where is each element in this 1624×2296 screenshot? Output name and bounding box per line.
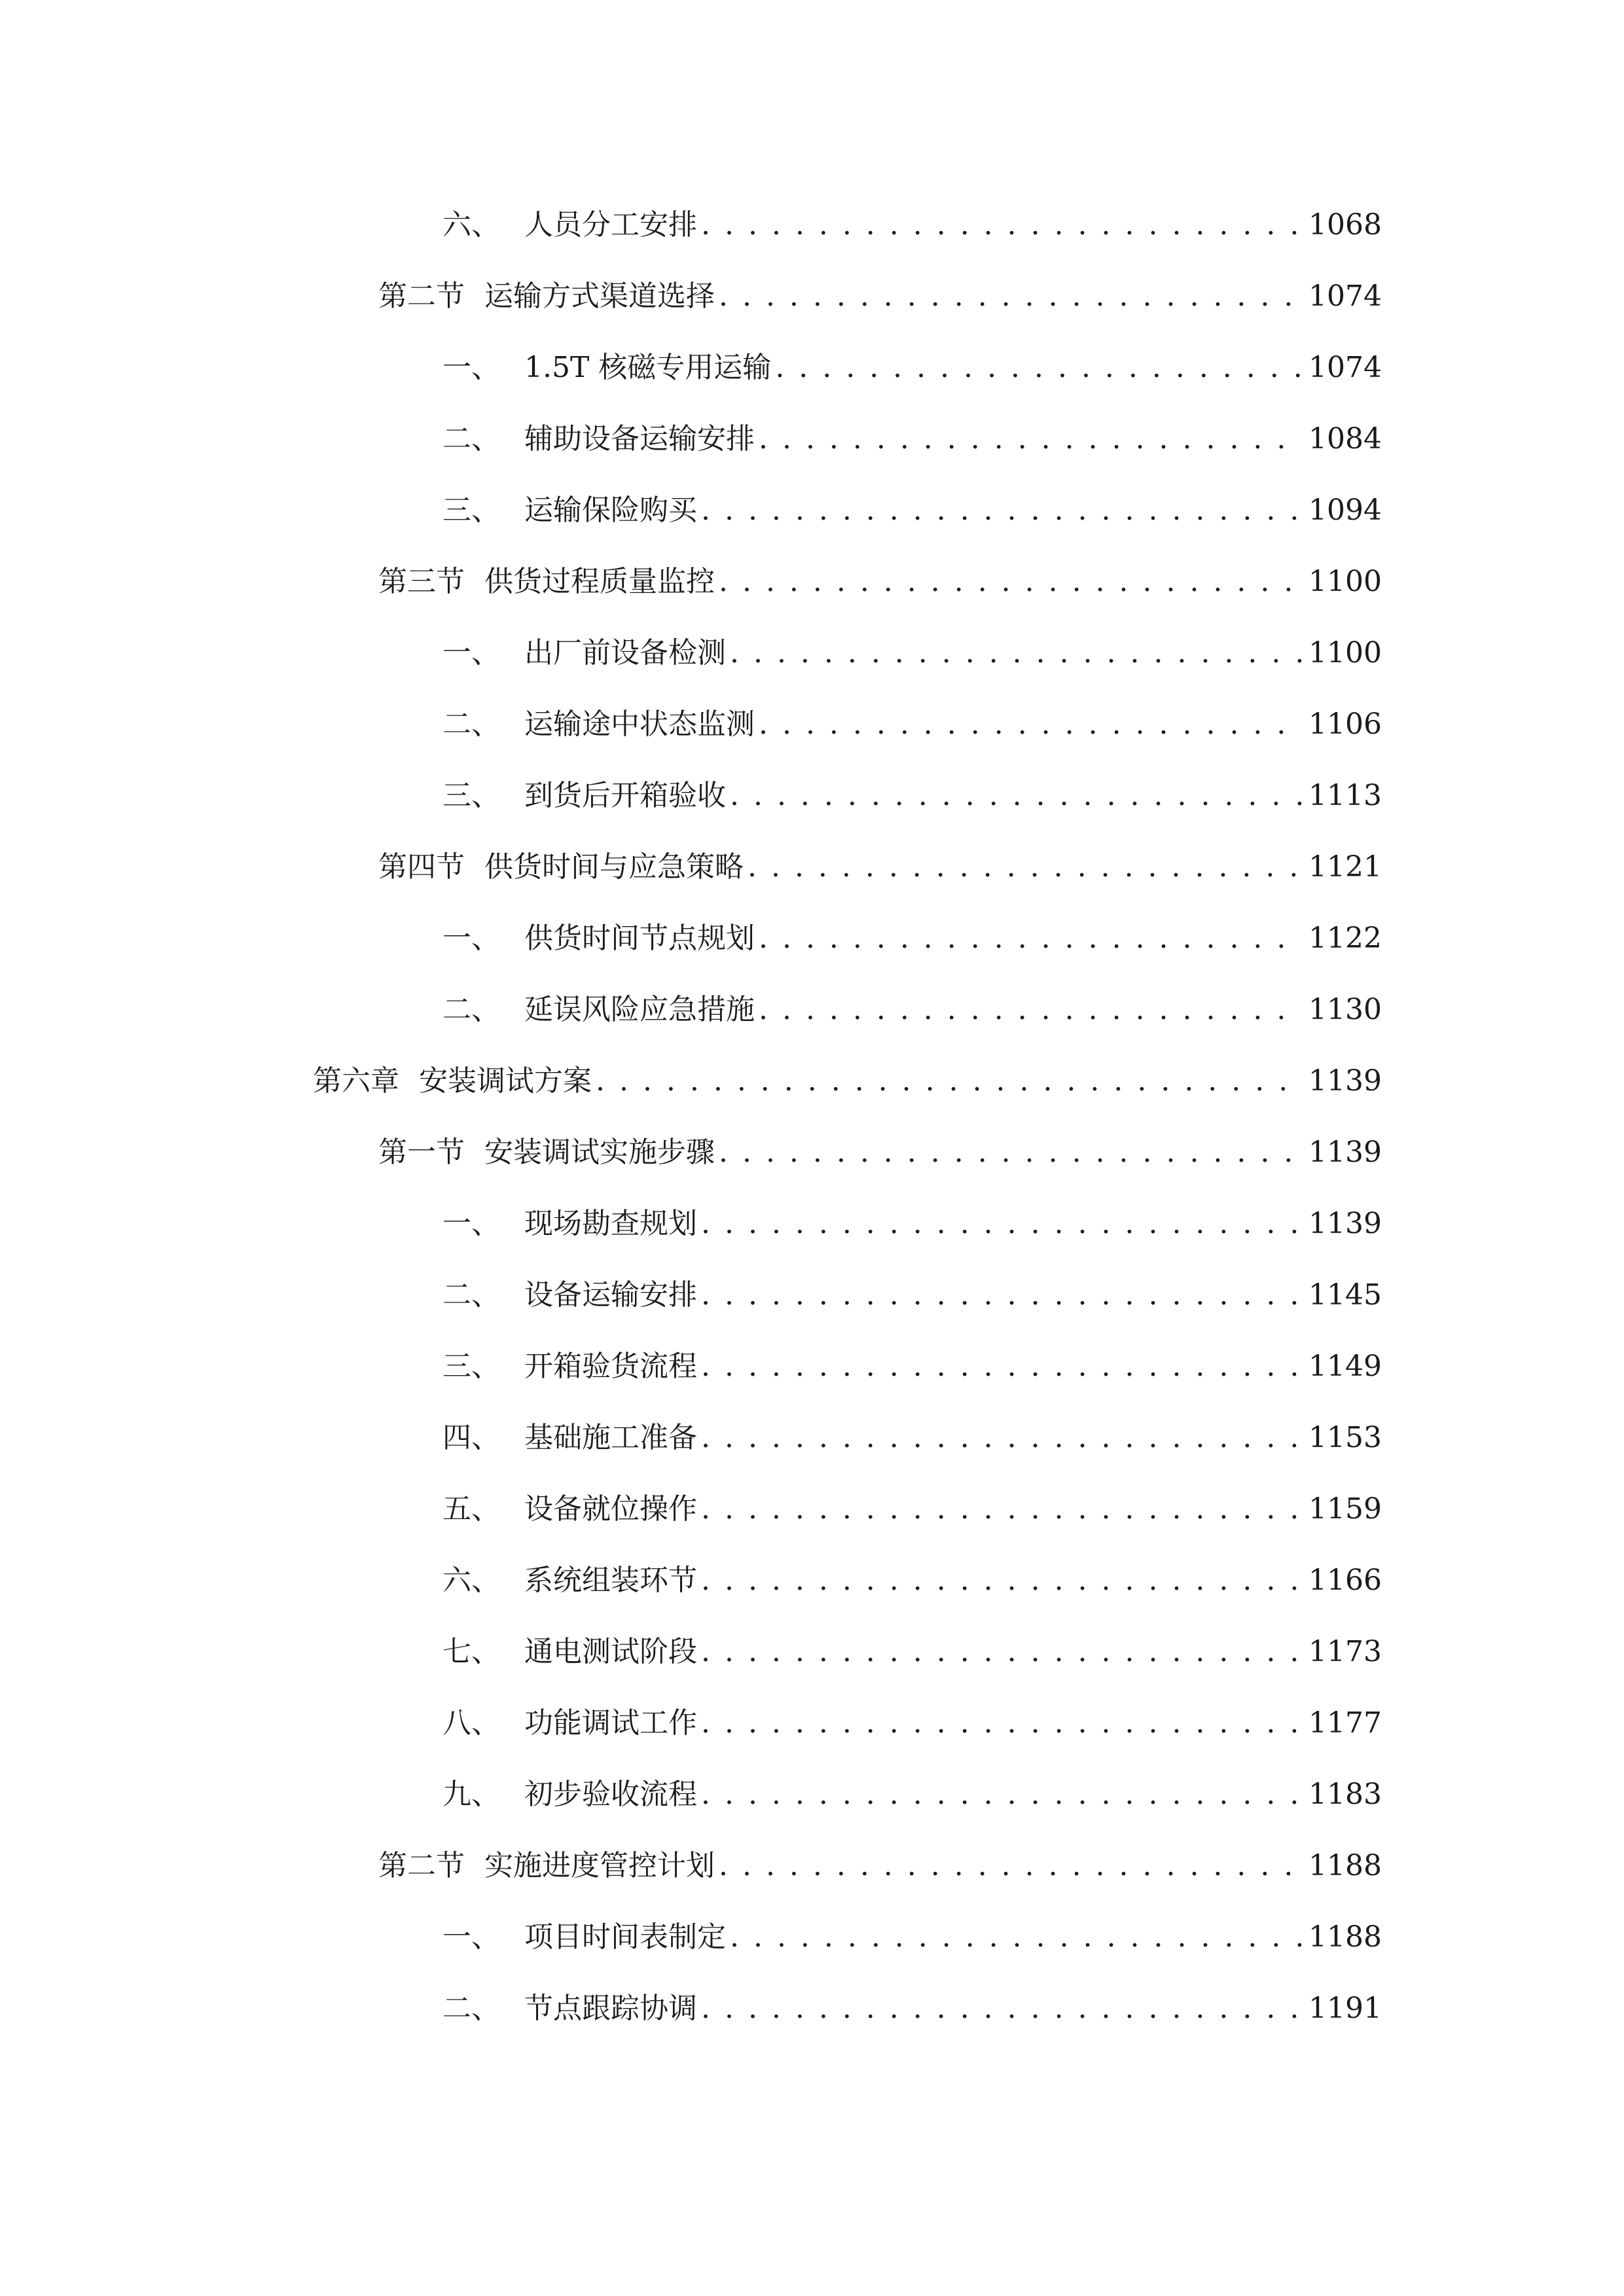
dot-leader xyxy=(701,199,1302,251)
toc-entry-number: 二、 xyxy=(442,422,500,456)
toc-entry-page: 1100 xyxy=(1308,565,1382,598)
dot-leader xyxy=(719,556,1302,608)
toc-entry-page: 1139 xyxy=(1308,1136,1382,1169)
toc-entry[interactable] xyxy=(442,199,1382,251)
toc-entry-page: 1183 xyxy=(1308,1778,1382,1811)
toc-entry-page: 1122 xyxy=(1308,922,1382,955)
dot-leader xyxy=(701,1412,1302,1464)
toc-entry-number: 八、 xyxy=(442,1706,500,1740)
toc-entry-number: 一、 xyxy=(442,922,500,955)
toc-entry-number: 二、 xyxy=(442,1278,500,1312)
toc-entry[interactable] xyxy=(442,1911,1382,1964)
toc-entry-number: 六、 xyxy=(442,208,500,242)
toc-entry-title: 出厂前设备检测 xyxy=(524,636,726,670)
toc-entry[interactable] xyxy=(378,1840,1382,1892)
toc-entry-title: 延误风险应急措施 xyxy=(524,993,755,1026)
dot-leader xyxy=(701,1768,1302,1821)
toc-entry-number: 四、 xyxy=(442,1421,500,1454)
toc-entry-number: 二、 xyxy=(442,993,500,1026)
toc-entry[interactable] xyxy=(442,1982,1382,2035)
toc-entry-title: 运输保险购买 xyxy=(524,493,697,527)
dot-leader xyxy=(701,1269,1302,1321)
dot-leader xyxy=(701,1198,1302,1250)
toc-entry-page: 1177 xyxy=(1308,1706,1382,1740)
dot-leader xyxy=(701,484,1302,537)
toc-entry-number: 一、 xyxy=(442,351,500,384)
toc-entry-page: 1100 xyxy=(1308,636,1382,670)
dot-leader xyxy=(701,1697,1302,1749)
toc-entry-title: 安装调试方案 xyxy=(419,1064,592,1098)
toc-entry[interactable] xyxy=(378,841,1382,893)
dot-leader xyxy=(701,1483,1302,1535)
dot-leader xyxy=(701,1626,1302,1678)
dot-leader xyxy=(719,1126,1302,1179)
toc-entry-page: 1159 xyxy=(1308,1492,1382,1526)
toc-entry[interactable] xyxy=(442,912,1382,965)
toc-entry-page: 1166 xyxy=(1308,1564,1382,1597)
toc-entry-title: 现场勘查规划 xyxy=(524,1207,697,1240)
toc-entry-page: 1188 xyxy=(1308,1849,1382,1882)
toc-entry-number: 五、 xyxy=(442,1492,500,1526)
toc-entry-number: 第四节 xyxy=(378,850,465,884)
toc-entry-number: 二、 xyxy=(442,708,500,741)
dot-leader xyxy=(730,1911,1302,1964)
toc-entry-page: 1173 xyxy=(1308,1635,1382,1668)
toc-entry-number: 三、 xyxy=(442,493,500,527)
toc-entry-page: 1149 xyxy=(1308,1350,1382,1383)
dot-leader xyxy=(719,270,1302,323)
toc-entry-number: 第六章 xyxy=(313,1064,399,1098)
toc-entry-page: 1139 xyxy=(1308,1064,1382,1098)
toc-entry-page: 1113 xyxy=(1308,779,1382,812)
toc-entry[interactable] xyxy=(313,1055,1382,1107)
toc-entry-title: 设备就位操作 xyxy=(524,1492,697,1526)
toc-entry-number: 三、 xyxy=(442,1350,500,1383)
toc-entry[interactable] xyxy=(442,770,1382,822)
toc-entry-title: 通电测试阶段 xyxy=(524,1635,697,1668)
toc-entry-page: 1130 xyxy=(1308,993,1382,1026)
toc-entry[interactable] xyxy=(442,342,1382,394)
toc-entry-number: 第二节 xyxy=(378,279,465,313)
toc-entry-page: 1074 xyxy=(1308,351,1382,384)
toc-entry-page: 1191 xyxy=(1308,1992,1382,2025)
toc-entry-number: 三、 xyxy=(442,779,500,812)
toc-entry-title: 系统组装环节 xyxy=(524,1564,697,1597)
toc-entry-page: 1094 xyxy=(1308,493,1382,527)
toc-entry-number: 二、 xyxy=(442,1992,500,2025)
toc-entry-title: 实施进度管控计划 xyxy=(484,1849,715,1882)
toc-entry[interactable] xyxy=(442,1198,1382,1250)
toc-entry-page: 1074 xyxy=(1308,279,1382,313)
toc-entry[interactable] xyxy=(442,484,1382,537)
toc-entry[interactable] xyxy=(442,698,1382,751)
toc-entry-page: 1145 xyxy=(1308,1278,1382,1312)
toc-entry[interactable] xyxy=(442,984,1382,1036)
toc-entry-page: 1106 xyxy=(1308,708,1382,741)
toc-entry-title: 辅助设备运输安排 xyxy=(524,422,755,456)
toc-entry-title: 运输方式渠道选择 xyxy=(484,279,715,313)
toc-entry-title: 初步验收流程 xyxy=(524,1778,697,1811)
toc-entry-number: 九、 xyxy=(442,1778,500,1811)
toc-entry[interactable] xyxy=(442,1626,1382,1678)
dot-leader xyxy=(748,841,1302,893)
toc-entry[interactable] xyxy=(442,1269,1382,1321)
toc-entry-page: 1153 xyxy=(1308,1421,1382,1454)
dot-leader xyxy=(701,1554,1302,1607)
toc-entry-title: 设备运输安排 xyxy=(524,1278,697,1312)
toc-entry[interactable] xyxy=(378,270,1382,323)
toc-entry[interactable] xyxy=(442,1697,1382,1749)
toc-entry-number: 七、 xyxy=(442,1635,500,1668)
toc-entry-number: 第三节 xyxy=(378,565,465,598)
toc-entry-number: 第二节 xyxy=(378,1849,465,1882)
dot-leader xyxy=(730,770,1302,822)
toc-entry[interactable] xyxy=(442,1554,1382,1607)
dot-leader xyxy=(701,1982,1302,2035)
toc-entry[interactable] xyxy=(442,1340,1382,1393)
dot-leader xyxy=(759,912,1302,965)
toc-entry-title: 开箱验货流程 xyxy=(524,1350,697,1383)
toc-entry-title: 项目时间表制定 xyxy=(524,1920,726,1954)
toc-entry-page: 1188 xyxy=(1308,1920,1382,1954)
dot-leader xyxy=(719,1840,1302,1892)
dot-leader xyxy=(775,342,1302,394)
toc-entry-number: 第一节 xyxy=(378,1136,465,1169)
toc-entry-page: 1068 xyxy=(1308,208,1382,242)
toc-entry-page: 1084 xyxy=(1308,422,1382,456)
toc-entry-number: 一、 xyxy=(442,636,500,670)
toc-entry-title: 功能调试工作 xyxy=(524,1706,697,1740)
dot-leader xyxy=(596,1055,1302,1107)
toc-entry-number: 六、 xyxy=(442,1564,500,1597)
toc-entry-number: 一、 xyxy=(442,1920,500,1954)
dot-leader xyxy=(759,698,1302,751)
toc-entry-title: 节点跟踪协调 xyxy=(524,1992,697,2025)
toc-entry-title: 供货时间节点规划 xyxy=(524,922,755,955)
toc-entry-title: 到货后开箱验收 xyxy=(524,779,726,812)
toc-entry-title: 人员分工安排 xyxy=(524,208,697,242)
toc-entry-title: 基础施工准备 xyxy=(524,1421,697,1454)
toc-entry-title: 安装调试实施步骤 xyxy=(484,1136,715,1169)
toc-entry[interactable] xyxy=(442,1483,1382,1535)
dot-leader xyxy=(701,1340,1302,1393)
toc-entry-page: 1121 xyxy=(1308,850,1382,884)
toc-entry[interactable] xyxy=(378,556,1382,608)
toc-entry-number: 一、 xyxy=(442,1207,500,1240)
toc-entry[interactable] xyxy=(442,627,1382,679)
toc-entry[interactable] xyxy=(378,1126,1382,1179)
toc-entry-title: 供货时间与应急策略 xyxy=(484,850,744,884)
toc-entry[interactable] xyxy=(442,413,1382,465)
toc-entry-title: 运输途中状态监测 xyxy=(524,708,755,741)
toc-entry[interactable] xyxy=(442,1768,1382,1821)
toc-entry-page: 1139 xyxy=(1308,1207,1382,1240)
toc-entry[interactable] xyxy=(442,1412,1382,1464)
dot-leader xyxy=(730,627,1302,679)
dot-leader xyxy=(759,413,1302,465)
dot-leader xyxy=(759,984,1302,1036)
toc-entry-title: 1.5T 核磁专用运输 xyxy=(524,351,772,384)
toc-entry-title: 供货过程质量监控 xyxy=(484,565,715,598)
